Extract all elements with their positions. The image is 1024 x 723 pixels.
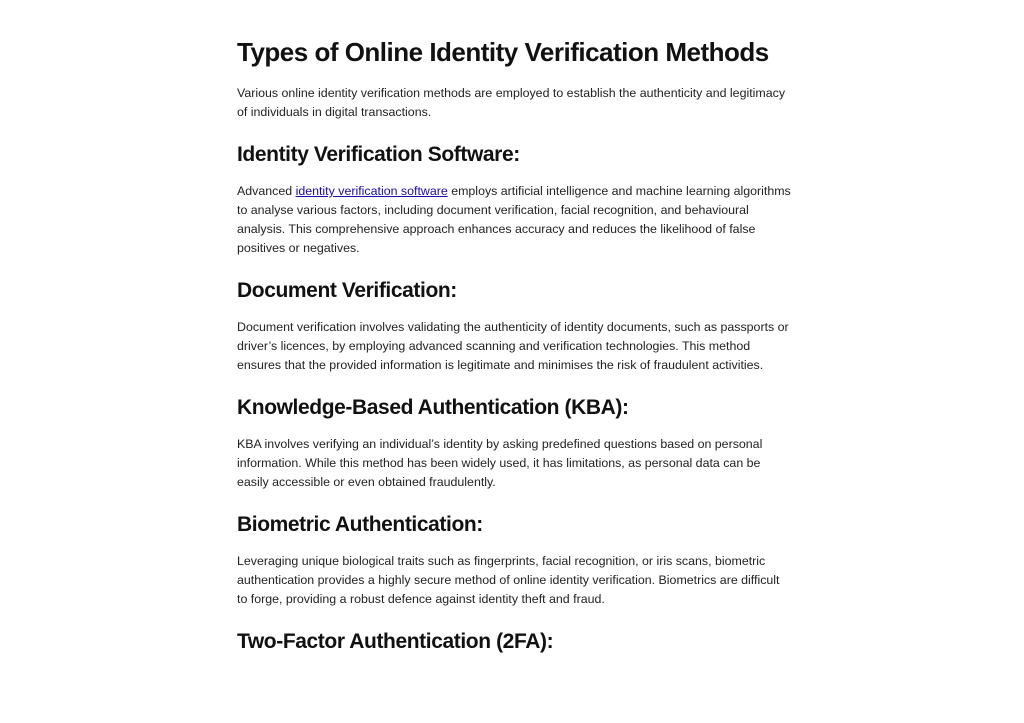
section-document-verification: [237, 278, 793, 375]
section-identity-verification-software: [237, 142, 793, 258]
intro-paragraph: Various online identity verification methods are employed to establish the authenticity and legitimacy of individuals in digital transactions.: [237, 86, 786, 119]
section-paragraph: Leveraging unique biological traits such as fingerprints, facial recognition, or iris scans, biometric authentication provides a highly secure method of online identity verification. Biometrics are difficult to forge, providing a robust defence against identity theft and fraud.: [237, 554, 780, 606]
paragraph-text-after-link: employs artificial intelligence and machine learning algorithms to analyse various factors, including document verification, facial recognition, and behavioural analysis. This comprehensive approach enhances accuracy and reduces the likelihood of false positives or negatives.: [237, 184, 791, 255]
section-heading: Two-Factor Authentication (2FA):: [237, 630, 554, 653]
identity-verification-software-link[interactable]: identity verification software: [295, 184, 448, 198]
section-heading: Biometric Authentication:: [237, 513, 483, 536]
section-heading: Identity Verification Software:: [237, 143, 520, 166]
section-heading: Knowledge-Based Authentication (KBA):: [237, 396, 629, 419]
section-two-factor-authentication: [237, 629, 793, 655]
section-paragraph: [237, 182, 793, 258]
section-biometric-authentication: [237, 512, 793, 609]
section-heading: Document Verification:: [237, 279, 457, 302]
page-title: Types of Online Identity Verification Methods: [237, 37, 769, 67]
paragraph-text-before-link: Advanced: [237, 184, 296, 198]
section-knowledge-based-authentication: [237, 395, 793, 492]
section-paragraph: Document verification involves validating the authenticity of identity documents, such as passports or driver’s licences, by employing advanced scanning and verification technologies. This method ensures that the provided information is legitimate and minimises the risk of fraudulent activities.: [237, 320, 789, 372]
section-paragraph: KBA involves verifying an individual’s identity by asking predefined questions based on personal information. While this method has been widely used, it has limitations, as personal data can be easily accessible or even obtained fraudulently.: [237, 437, 763, 489]
article: [237, 36, 793, 669]
